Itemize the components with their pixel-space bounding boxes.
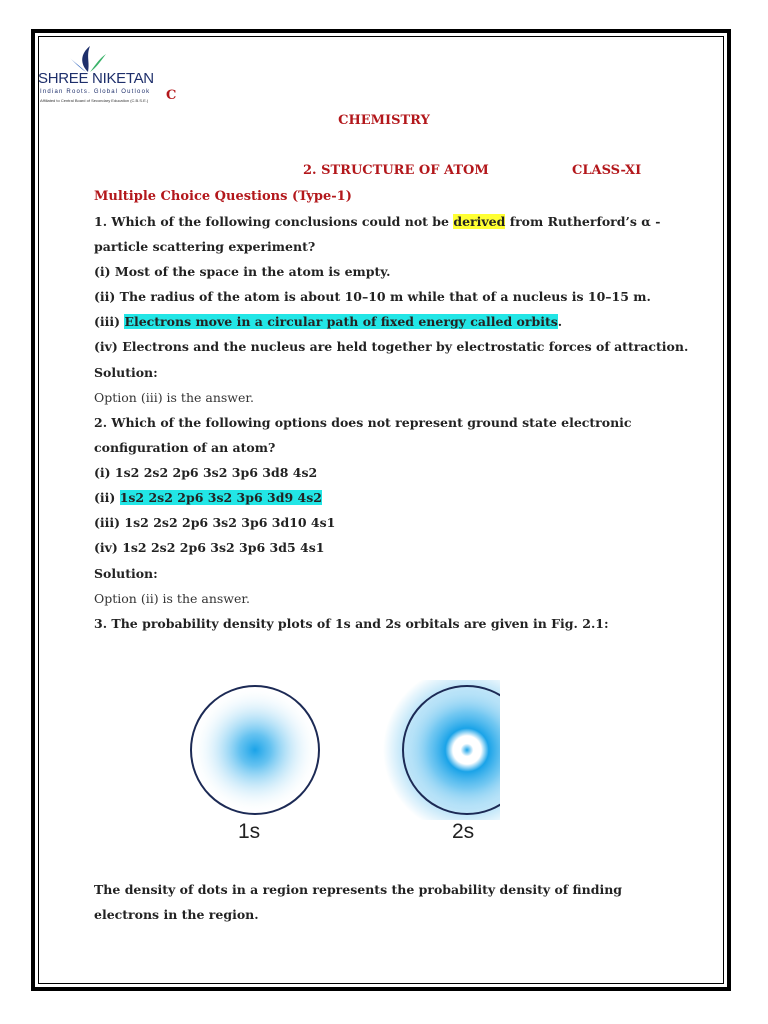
q1-stem-line2: particle scattering experiment?	[94, 239, 316, 254]
q1-stem-after: from Rutherford’s α -	[505, 214, 661, 229]
q1-solution-label: Solution:	[94, 365, 158, 380]
q3-stem: 3. The probability density plots of 1s and 2s orbitals are given in Fig. 2.1:	[94, 616, 609, 631]
q1-option-iv: (iv) Electrons and the nucleus are held together by electrostatic forces of attraction.	[94, 339, 689, 354]
q2-stem-line1: 2. Which of the following options does not represent ground state electronic	[94, 415, 632, 430]
q1-stem-line1	[94, 214, 660, 229]
q2-option-iii: (iii) 1s2 2s2 2p6 3s2 3p6 3d10 4s1	[94, 515, 336, 530]
orbital-2s-label: 2s	[452, 820, 475, 843]
q2-answer: Option (ii) is the answer.	[94, 591, 250, 606]
chapter-title: 2. STRUCTURE OF ATOM	[303, 163, 489, 178]
q2-option-iv: (iv) 1s2 2s2 2p6 3s2 3p6 3d5 4s1	[94, 540, 325, 555]
school-logo	[38, 44, 168, 106]
q2-stem-line2: configuration of an atom?	[94, 440, 276, 455]
q1-option-i: (i) Most of the space in the atom is empty.	[94, 264, 391, 279]
q1-option-iii	[94, 314, 562, 329]
q3-note-line2: electrons in the region.	[94, 907, 259, 922]
class-label: CLASS-XI	[572, 163, 642, 178]
orbital-diagram	[180, 680, 500, 820]
header-c-mark: C	[166, 88, 177, 103]
section-title: Multiple Choice Questions (Type-1)	[94, 189, 352, 204]
q1-option-iii-highlight: Electrons move in a circular path of fixed energy called orbits	[124, 314, 558, 329]
q1-option-iii-suffix: .	[557, 314, 563, 329]
subject-title: CHEMISTRY	[338, 113, 430, 128]
q2-option-ii-prefix: (ii)	[94, 490, 120, 505]
q2-option-ii	[94, 490, 322, 505]
q1-highlight-derived: derived	[453, 214, 506, 229]
school-affiliation: Affiliated to Central Board of Secondary Education (C.B.S.E.)	[40, 98, 149, 103]
school-tagline: Indian Roots. Global Outlook	[40, 89, 151, 95]
q2-solution-label: Solution:	[94, 566, 158, 581]
q1-stem-before: 1. Which of the following conclusions could not be	[94, 214, 454, 229]
orbital-2s	[383, 680, 500, 820]
orbital-1s-label: 1s	[238, 820, 261, 843]
q2-option-ii-highlight: 1s2 2s2 2p6 3s2 3p6 3d9 4s2	[119, 490, 322, 505]
q3-note-line1: The density of dots in a region represents the probability density of finding	[94, 882, 623, 897]
q2-option-i: (i) 1s2 2s2 2p6 3s2 3p6 3d8 4s2	[94, 465, 318, 480]
orbital-figure	[180, 680, 500, 850]
q1-option-iii-prefix: (iii)	[94, 314, 125, 329]
orbital-1s	[191, 686, 319, 814]
q1-answer: Option (iii) is the answer.	[94, 390, 254, 405]
school-name: SHREE NIKETAN	[38, 70, 154, 87]
q1-option-ii: (ii) The radius of the atom is about 10–10 m while that of a nucleus is 10–15 m.	[94, 289, 651, 304]
